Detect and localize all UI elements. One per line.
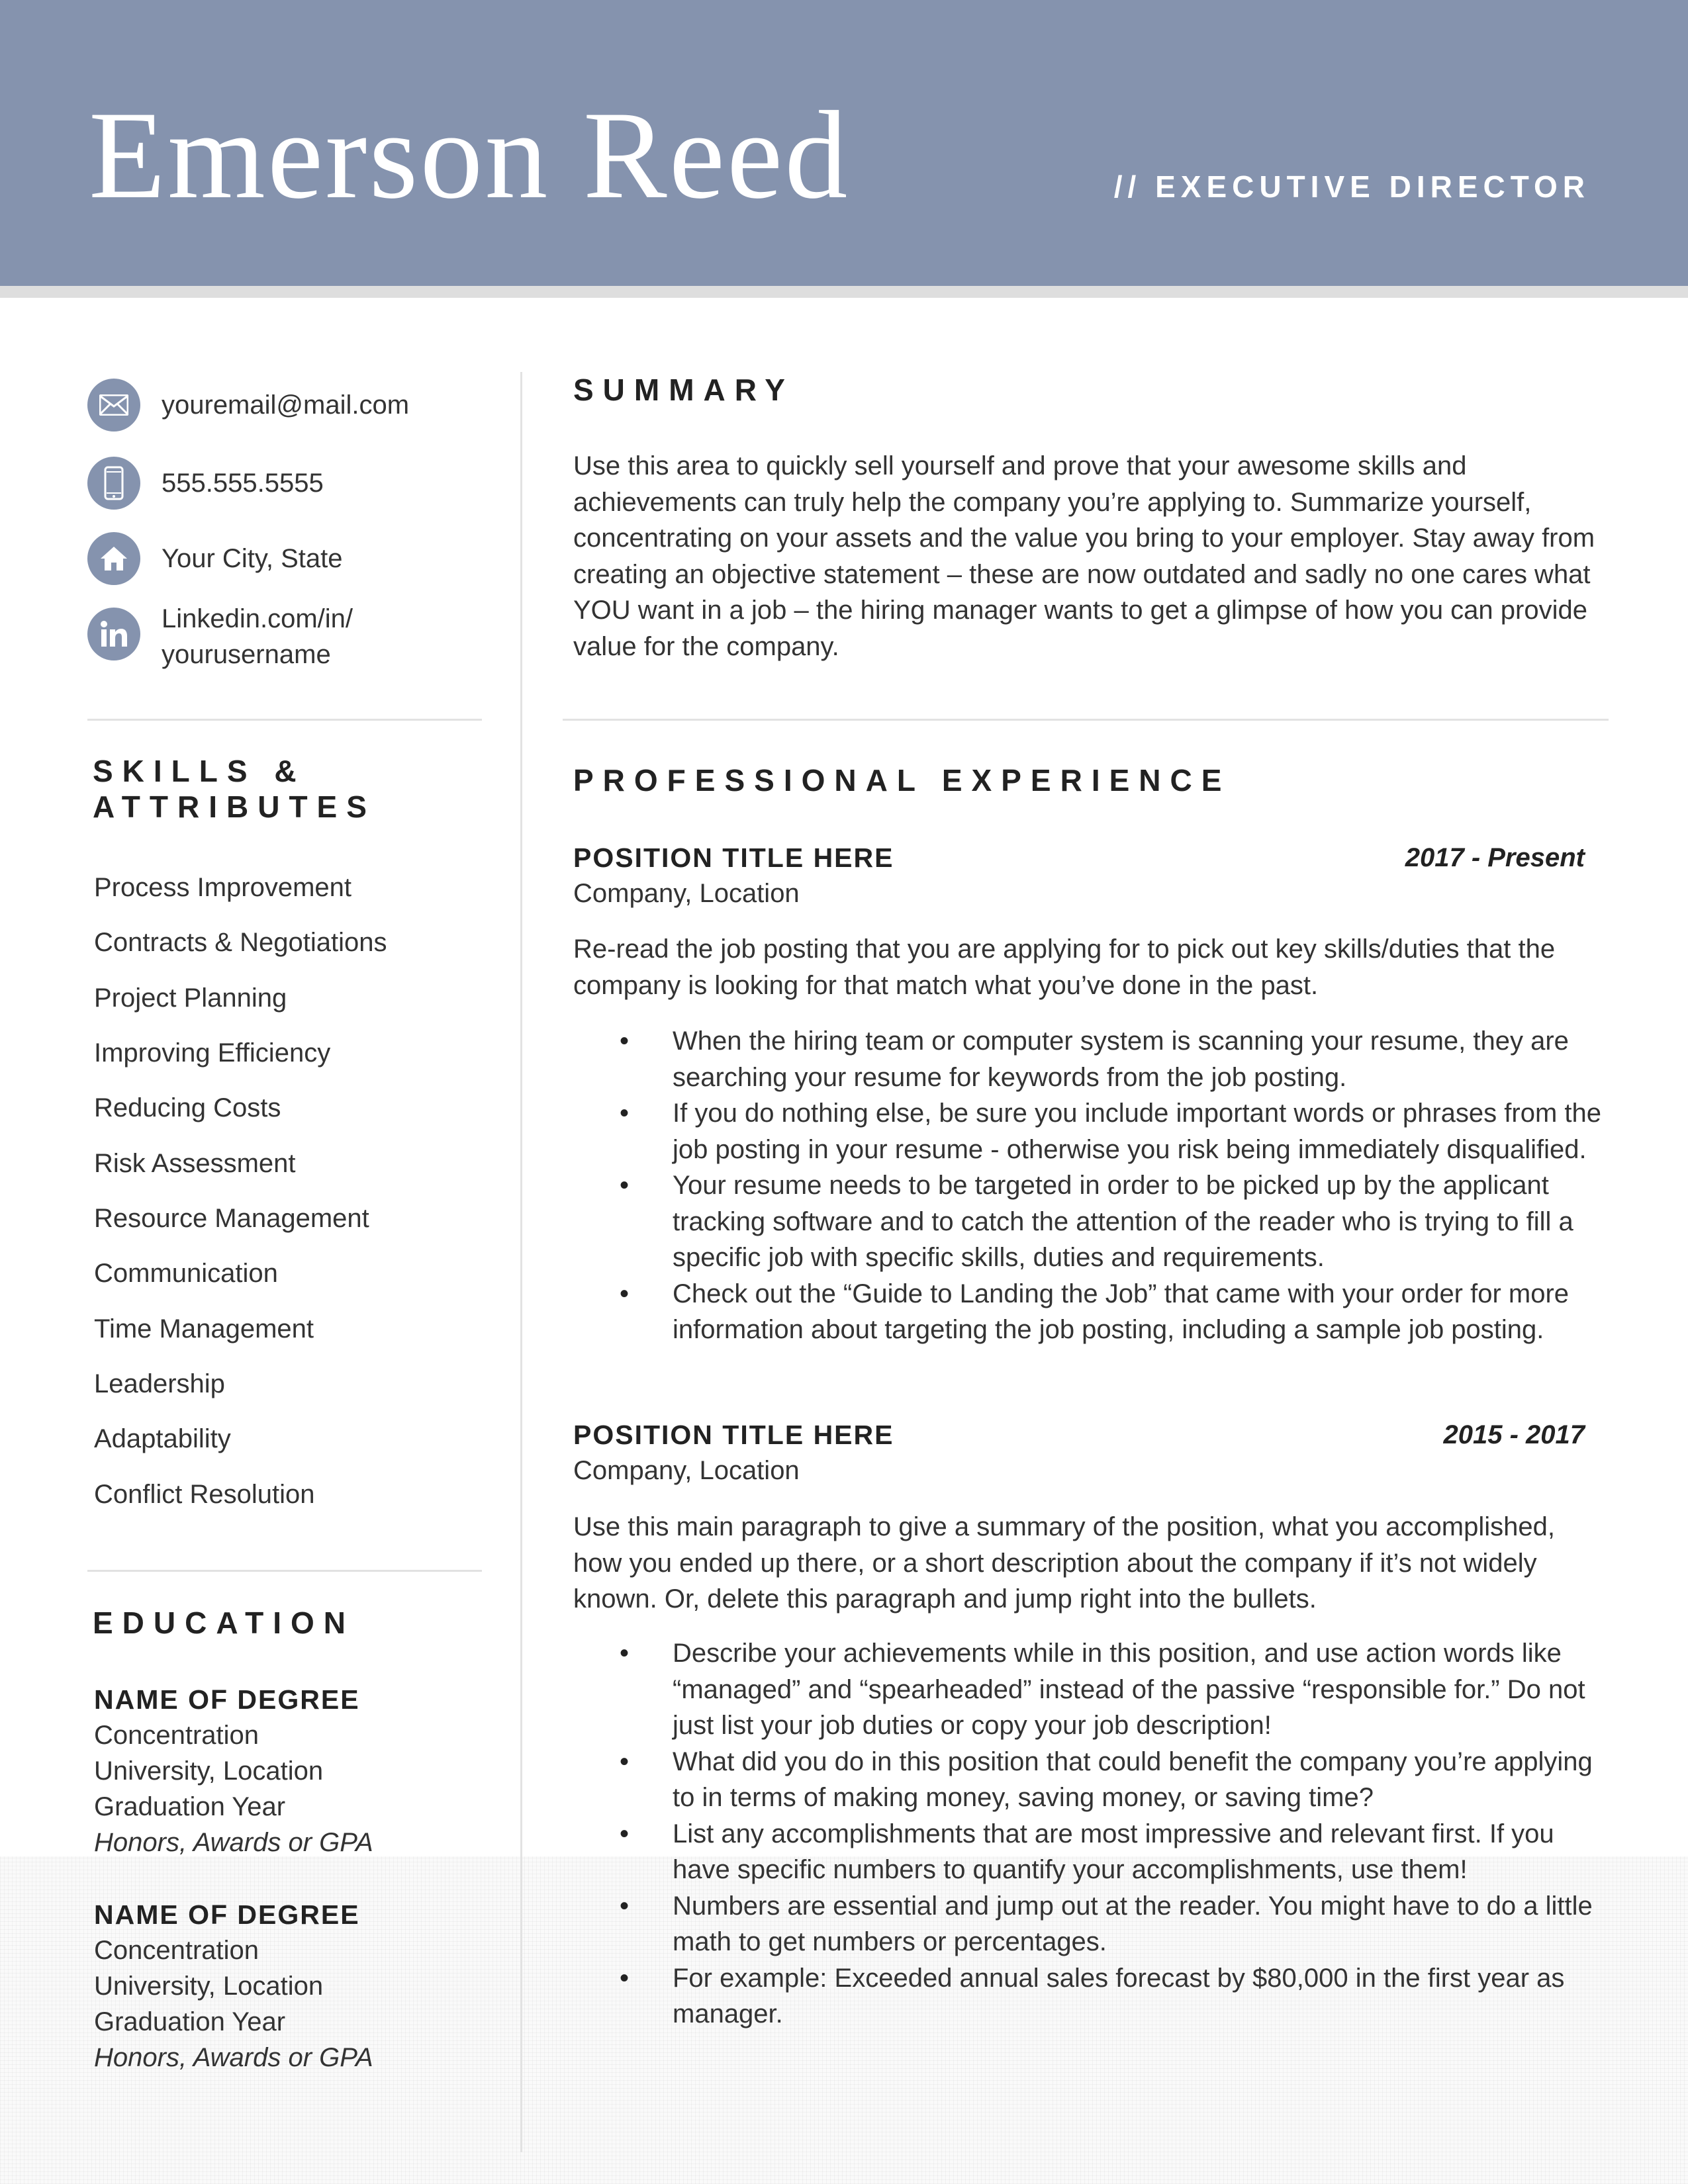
column-divider xyxy=(520,372,522,2152)
position-title: POSITION TITLE HERE xyxy=(573,1420,894,1450)
skill-item: Reducing Costs xyxy=(94,1093,281,1122)
bullet-item: • Numbers are essential and jump out at the reader. You might have to do a little math to get numbers or percentages. xyxy=(620,1888,1606,1960)
job-title: // EXECUTIVE DIRECTOR xyxy=(1113,169,1590,204)
degree-concentration: Concentration xyxy=(94,1721,259,1750)
sidebar-divider-skills xyxy=(87,1570,482,1572)
skill-item: Project Planning xyxy=(94,983,287,1013)
mail-icon xyxy=(87,379,140,432)
linkedin-line2: yourusername xyxy=(162,640,331,669)
contact-email[interactable] xyxy=(87,379,410,432)
skills-heading-line2: ATTRIBUTES xyxy=(93,790,376,824)
position-dates: 2015 - 2017 xyxy=(1443,1420,1585,1449)
position-bullets xyxy=(620,1635,1606,2032)
education-heading: EDUCATION xyxy=(93,1606,355,1640)
degree-year: Graduation Year xyxy=(94,1792,286,1821)
email-text: youremail@mail.com xyxy=(162,390,410,420)
skill-item: Communication xyxy=(94,1259,278,1288)
position-description: Use this main paragraph to give a summary of the position, what you accomplished, how you ended up there, or a short description about the company if it’s not widely known. Or, delete this paragraph and jump right into the bullets. xyxy=(573,1512,1555,1614)
skill-item: Adaptability xyxy=(94,1424,231,1453)
skill-item: Improving Efficiency xyxy=(94,1038,331,1068)
bullet-item: • If you do nothing else, be sure you include important words or phrases from the job posting in your resume - otherwise you risk being immediately disqualified. xyxy=(620,1095,1606,1167)
skills-heading-line1: SKILLS & xyxy=(93,754,306,788)
header-divider-strip xyxy=(0,286,1688,298)
sidebar-divider-contact xyxy=(87,719,482,721)
degree-concentration: Concentration xyxy=(94,1936,259,1965)
location-text: Your City, State xyxy=(162,544,343,573)
skill-item: Leadership xyxy=(94,1369,225,1398)
education-entry xyxy=(94,1897,373,2075)
bullet-item: • Your resume needs to be targeted in order to be picked up by the applicant tracking software and to catch the attention of the reader who is trying to fill a specific job with specific skills, duties and requirements. xyxy=(620,1167,1606,1276)
bullet-item: • Check out the “Guide to Landing the Job” that came with your order for more information about targeting the job posting, including a sample job posting. xyxy=(620,1276,1606,1348)
skills-heading xyxy=(93,753,376,825)
position-company: Company, Location xyxy=(573,1456,800,1485)
linkedin-text xyxy=(162,601,353,672)
contact-phone[interactable] xyxy=(87,457,324,510)
degree-name: NAME OF DEGREE xyxy=(94,1684,360,1715)
degree-honors: Honors, Awards or GPA xyxy=(94,1828,373,1857)
bullet-item: • For example: Exceeded annual sales forecast by $80,000 in the first year as manager. xyxy=(620,1960,1606,2032)
degree-name: NAME OF DEGREE xyxy=(94,1899,360,1930)
phone-text: 555.555.5555 xyxy=(162,469,324,498)
main-divider-summary xyxy=(563,719,1609,721)
degree-honors: Honors, Awards or GPA xyxy=(94,2043,373,2072)
position-dates: 2017 - Present xyxy=(1405,843,1585,872)
skill-item: Risk Assessment xyxy=(94,1149,296,1178)
degree-university: University, Location xyxy=(94,1756,324,1786)
linkedin-line1: Linkedin.com/in/ xyxy=(162,604,353,633)
skill-item: Time Management xyxy=(94,1314,314,1343)
bullet-item: • What did you do in this position that could benefit the company you’re applying to in terms of making money, saving money, or saving time? xyxy=(620,1744,1606,1816)
linkedin-icon xyxy=(87,608,140,660)
position-title: POSITION TITLE HERE xyxy=(573,842,894,873)
experience-heading: PROFESSIONAL EXPERIENCE xyxy=(573,763,1231,797)
contact-location xyxy=(87,532,343,585)
bullet-item: • List any accomplishments that are most impressive and relevant first. If you have specific numbers to quantify your accomplishments, use them! xyxy=(620,1816,1606,1888)
phone-icon xyxy=(87,457,140,510)
bullet-item: • When the hiring team or computer system is scanning your resume, they are searching your resume for keywords from the job posting. xyxy=(620,1023,1606,1095)
contact-linkedin[interactable] xyxy=(87,604,353,669)
skill-item: Process Improvement xyxy=(94,873,352,902)
degree-university: University, Location xyxy=(94,1972,324,2001)
bullet-item: • Describe your achievements while in this position, and use action words like “managed” and “spearheaded” instead of the passive “responsible for.” Do not just list your job duties or copy your job description! xyxy=(620,1635,1606,1744)
summary-text: Use this area to quickly sell yourself and prove that your awesome skills and achievements can truly help the company you’re applying to. Summarize yourself, concentrating on your assets and the value you bring to your employer. Stay away from creating an objective statement – these are now outdated and sadly no one cares what YOU want in a job – the hiring manager wants to get a glimpse of how you can provide value for the company. xyxy=(573,451,1595,661)
education-entry xyxy=(94,1682,373,1860)
position-description: Re-read the job posting that you are applying for to pick out key skills/duties that the company is looking for that match what you’ve done in the past. xyxy=(573,934,1556,1000)
skill-item: Resource Management xyxy=(94,1204,369,1233)
summary-heading: SUMMARY xyxy=(573,373,794,407)
skill-item: Contracts & Negotiations xyxy=(94,928,387,957)
skill-item: Conflict Resolution xyxy=(94,1480,315,1509)
position-company: Company, Location xyxy=(573,879,800,908)
home-icon xyxy=(87,532,140,585)
degree-year: Graduation Year xyxy=(94,2007,286,2036)
candidate-name: Emerson Reed xyxy=(89,86,850,225)
position-bullets xyxy=(620,1023,1606,1348)
